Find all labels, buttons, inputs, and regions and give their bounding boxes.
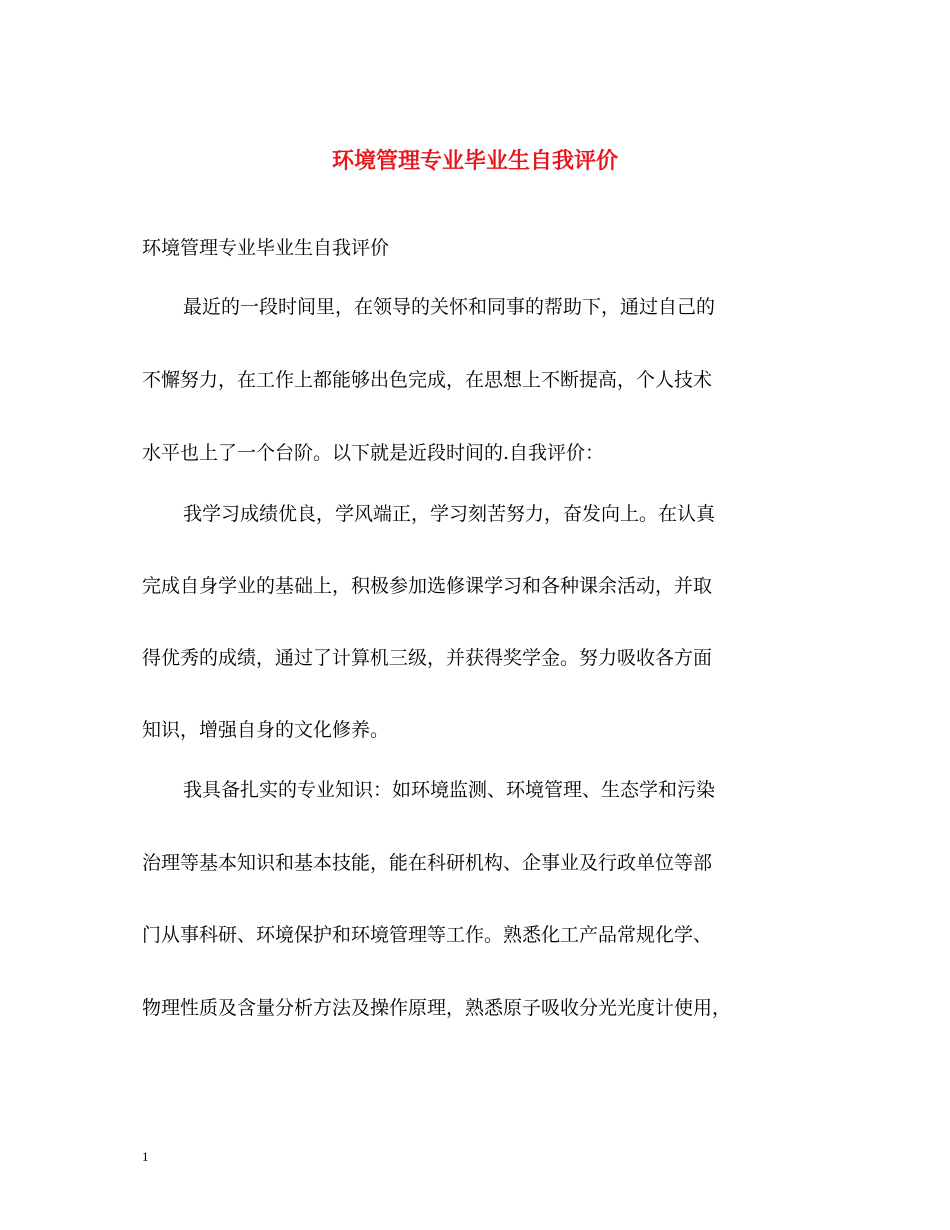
paragraph-line: 水平也上了一个台阶。以下就是近段时间的.自我评价： — [142, 442, 605, 464]
document-subtitle: 环境管理专业毕业生自我评价 — [142, 237, 390, 259]
page-number: 1 — [142, 1149, 149, 1164]
paragraph-line: 完成自身学业的基础上，积极参加选修课学习和各种课余活动，并取 — [142, 575, 713, 597]
paragraph-line: 最近的一段时间里，在领导的关怀和同事的帮助下，通过自己的 — [183, 296, 716, 318]
paragraph-line: 治理等基本知识和基本技能，能在科研机构、企事业及行政单位等部 — [142, 852, 713, 874]
paragraph-line: 物理性质及含量分析方法及操作原理，熟悉原子吸收分光光度计使用， — [142, 997, 732, 1019]
document-title: 环境管理专业毕业生自我评价 — [331, 148, 618, 174]
paragraph-line: 我具备扎实的专业知识：如环境监测、环境管理、生态学和污染 — [183, 779, 716, 801]
paragraph-line: 我学习成绩优良，学风端正，学习刻苦努力，奋发向上。在认真 — [183, 503, 716, 525]
paragraph-line: 门从事科研、环境保护和环境管理等工作。熟悉化工产品常规化学、 — [142, 924, 713, 946]
paragraph-line: 不懈努力，在工作上都能够出色完成，在思想上不断提高，个人技术 — [142, 369, 713, 391]
paragraph-line: 知识，增强自身的文化修养。 — [142, 719, 390, 741]
paragraph-line: 得优秀的成绩，通过了计算机三级，并获得奖学金。努力吸收各方面 — [142, 647, 713, 669]
